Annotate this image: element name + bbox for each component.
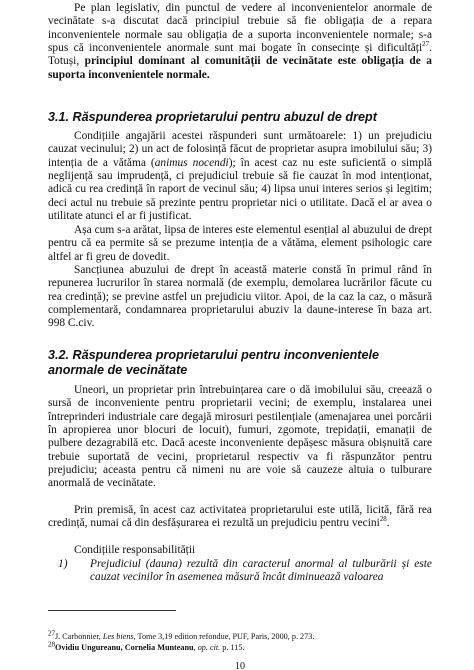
footnote-details: , Tome 3,19 edition refondue, PUF, Paris, 2000, p. 273. [133, 632, 315, 641]
footnote-separator-text: , [193, 643, 198, 652]
footnote-number: 28 [48, 640, 55, 649]
footnote-separator [48, 610, 176, 611]
footnote-ref-28[interactable]: 28 [379, 515, 387, 524]
section-3-2-paragraph-1: Uneori, un proprietar prin întrebuințarea care o dă imobilului său, creează o sursă de inconveniente pentru proprietarii vecini; de exemplu, instalarea unei întreprinderi industriale care degajă mirosuri pestilențiale (amenajarea unei porcării în apropierea unor blocuri de locuit), fumuri, zgomote, trepidații, emanații de pulbere dezagrabilă etc. Dacă aceste inconveniente depășesc măsura obișnuită care trebuie suportată de vecini, proprietarul respectiv va fi răspunzător pentru prejudiciu; aceasta pentru că nimeni nu are voie să cauzeze altuia o tulburare anormală de vecinătate. [48, 384, 432, 490]
conditions-heading: Condițiile responsabilității [74, 544, 196, 556]
conditions-text-a: Condițiile angajării acestei răspunderi sunt următoarele: 1) un prejudiciu cauzat vecinului; 2) un act de folosință făcut de proprietar asupra imobilului său; 3) intenția de a vătăma ( [48, 130, 432, 169]
section-3-2-heading: 3.2. Răspunderea proprietarului pentru inconvenientele anormale de vecinătate [48, 348, 380, 377]
intro-text-b: . Totuși, [48, 42, 432, 68]
footnote-title: Les biens [102, 632, 134, 641]
intro-bold-statement: principiul dominant al comunității de vecinătate este obligația de a suporta inconvenientele normale. [48, 55, 432, 81]
section-3-1-heading: 3.1. Răspunderea proprietarului pentru abuzul de drept [48, 110, 377, 124]
section-3-1-paragraph-1 [48, 130, 432, 223]
document-page [48, 0, 432, 670]
footnote-title: op. cit. [197, 643, 221, 652]
intro-paragraph [48, 2, 432, 82]
footnote-author: Ovidiu Ungureanu, Cornelia Munteanu [55, 643, 194, 652]
condition-item-text: Prejudiciul (dauna) rezultă din caracterul anormal al tulburării și este cauzat vecinilor în asemenea măsură încât diminuează valoarea [90, 558, 432, 584]
footnote-number: 27 [48, 629, 55, 638]
conditions-text-b: ); în acest caz nu este suficientă o simplă neglijență sau imprudență, ci prejudiciul trebuie să fie cauzat în mod intenționat, adică cu rea credință în raport de vecinul său; 4) lipsa unui interes serios și legitim; deci actul nu trebuie să prezinte pentru proprietar nici o utilitate. Dacă el ar avea o utilitate atunci el ar fi justificat. [48, 156, 432, 223]
premise-period: . [386, 517, 390, 530]
page-number: 10 [235, 661, 245, 670]
footnote-author: J. Carbonnier, [55, 632, 103, 641]
section-3-2-paragraph-2 [48, 504, 432, 531]
premise-text: Prin premisă, în acest caz activitatea proprietarului este utilă, licită, fără rea credință, numai că din desfășurarea ei rezultă un prejudiciu pentru vecini [48, 504, 432, 530]
footnote-27 [48, 629, 432, 642]
condition-item-number: 1) [58, 558, 68, 570]
footnote-28 [48, 640, 432, 653]
footnote-details: p. 115. [220, 643, 245, 652]
animus-nocendi-term: animus nocendi [154, 156, 229, 169]
intro-text-a: Pe plan legislativ, din punctul de vedere al inconvenientelor anormale de vecinătate s-a discutat dacă principiul trebuie să fie obligația de a repara inconvenientele normale sau obligația de a suporta inconvenientele normale; s-a spus că inconvenientele anormale sunt mai bogate în consecințe și dificultăți [48, 2, 432, 55]
section-3-1-paragraph-2: Așa cum s-a arătat, lipsa de interes este elementul esențial al abuzului de drept pentru că ea permite să se prezume intenția de a vătăma, element psihologic care altfel ar fi greu de dovedit. [48, 224, 432, 263]
condition-item-1 [48, 558, 432, 585]
section-3-1-paragraph-3: Sancțiunea abuzului de drept în această materie constă în primul rând în repunerea lucrurilor în starea normală (de exemplu, demolarea lucrărilor făcute cu rea credință); se previne astfel un prejudiciu viitor. Apoi, de la caz la caz, o măsură complementară, condamnarea proprietarului abuziv la daune-interese în baza art. 998 C.civ. [48, 264, 432, 330]
footnote-ref-27[interactable]: 27 [422, 40, 430, 49]
